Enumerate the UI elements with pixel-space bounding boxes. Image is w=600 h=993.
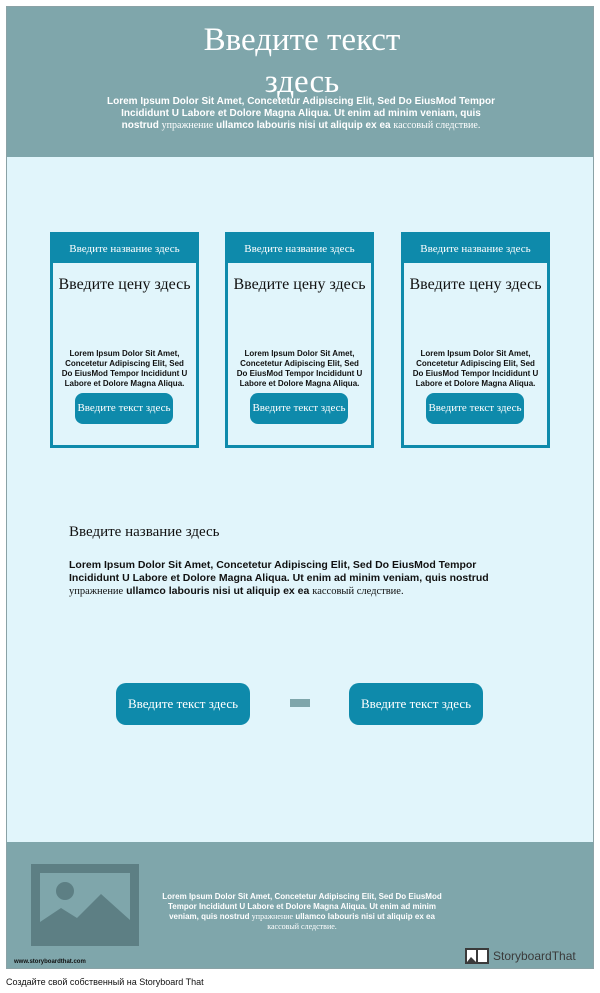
card-description: Lorem Ipsum Dolor Sit Amet, Concetetur Adipiscing Elit, Sed Do EiusMod Tempor Incididunt U Labore et Dolore Magna Aliqua. [412, 349, 539, 388]
footer-body-part: кассовый следствие. [267, 922, 337, 931]
image-placeholder-icon [31, 864, 139, 946]
storyboardthat-logo-icon [465, 948, 489, 964]
pricing-card [50, 232, 199, 448]
header-body-part: кассовый следствие. [393, 120, 481, 131]
page-caption[interactable]: Создайте свой собственный на Storyboard That [6, 977, 204, 987]
left-action-button[interactable]: Введите текст здесь [116, 683, 250, 725]
pricing-card [225, 232, 374, 448]
card-heading: Введите название здесь [404, 235, 547, 263]
section-body-part: кассовый следствие. [312, 586, 404, 597]
card-heading: Введите название здесь [228, 235, 371, 263]
header-body-part: ullamco labouris nisi ut aliquip ex ea [213, 120, 394, 131]
footer-body-part: упражнение [251, 912, 294, 921]
card-price: Введите цену здесь [58, 276, 191, 293]
header-body-part: упражнение [161, 120, 214, 131]
pricing-card [401, 232, 550, 448]
card-button[interactable]: Введите текст здесь [250, 393, 348, 424]
storyboardthat-brand[interactable] [465, 946, 576, 966]
card-button[interactable]: Введите текст здесь [426, 393, 524, 424]
section-body-part: Lorem Ipsum Dolor Sit Amet, Concetetur Adipiscing Elit, Sed Do EiusMod Tempor Incididunt U Labore et Dolore Magna Aliqua. Ut enim ad minim veniam, quis nostrud [69, 559, 489, 584]
section-title: Введите название здесь [69, 524, 220, 540]
footer-body-part: Lorem Ipsum Dolor Sit Amet, Concetetur Adipiscing Elit, Sed Do EiusMod Tempor Incididunt U Labore et Dolore Magna Aliqua. Ut enim ad minim veniam, quis nostrud [162, 892, 442, 921]
brand-name: StoryboardThat [493, 949, 576, 963]
card-heading: Введите название здесь [53, 235, 196, 263]
card-price: Введите цену здесь [409, 276, 542, 293]
header-body-part: Lorem Ipsum Dolor Sit Amet, Concetetur Adipiscing Elit, Sed Do EiusMod Tempor Incididunt U Labore et Dolore Magna Aliqua. Ut enim ad minim veniam, quis nostrud [107, 96, 495, 131]
section-body-part: упражнение [69, 586, 124, 597]
card-button[interactable]: Введите текст здесь [75, 393, 173, 424]
card-description: Lorem Ipsum Dolor Sit Amet, Concetetur Adipiscing Elit, Sed Do EiusMod Tempor Incididunt U Labore et Dolore Magna Aliqua. [61, 349, 188, 388]
right-action-button[interactable]: Введите текст здесь [349, 683, 483, 725]
section-body-text [69, 559, 529, 598]
card-description: Lorem Ipsum Dolor Sit Amet, Concetetur Adipiscing Elit, Sed Do EiusMod Tempor Incididunt U Labore et Dolore Magna Aliqua. [236, 349, 363, 388]
footer-url[interactable]: www.storyboardthat.com [14, 959, 86, 965]
footer-body-part: ullamco labouris nisi ut aliquip ex ea [293, 912, 435, 921]
card-price: Введите цену здесь [233, 276, 366, 293]
footer-banner [7, 842, 593, 969]
section-body-part: ullamco labouris nisi ut aliquip ex ea [123, 585, 313, 597]
header-title: Введите текст здесь [203, 22, 401, 100]
footer-body-text [157, 892, 447, 932]
infographic-canvas [6, 6, 594, 969]
dash-divider [290, 699, 310, 707]
header-banner [7, 7, 593, 157]
header-body-text [103, 96, 499, 132]
